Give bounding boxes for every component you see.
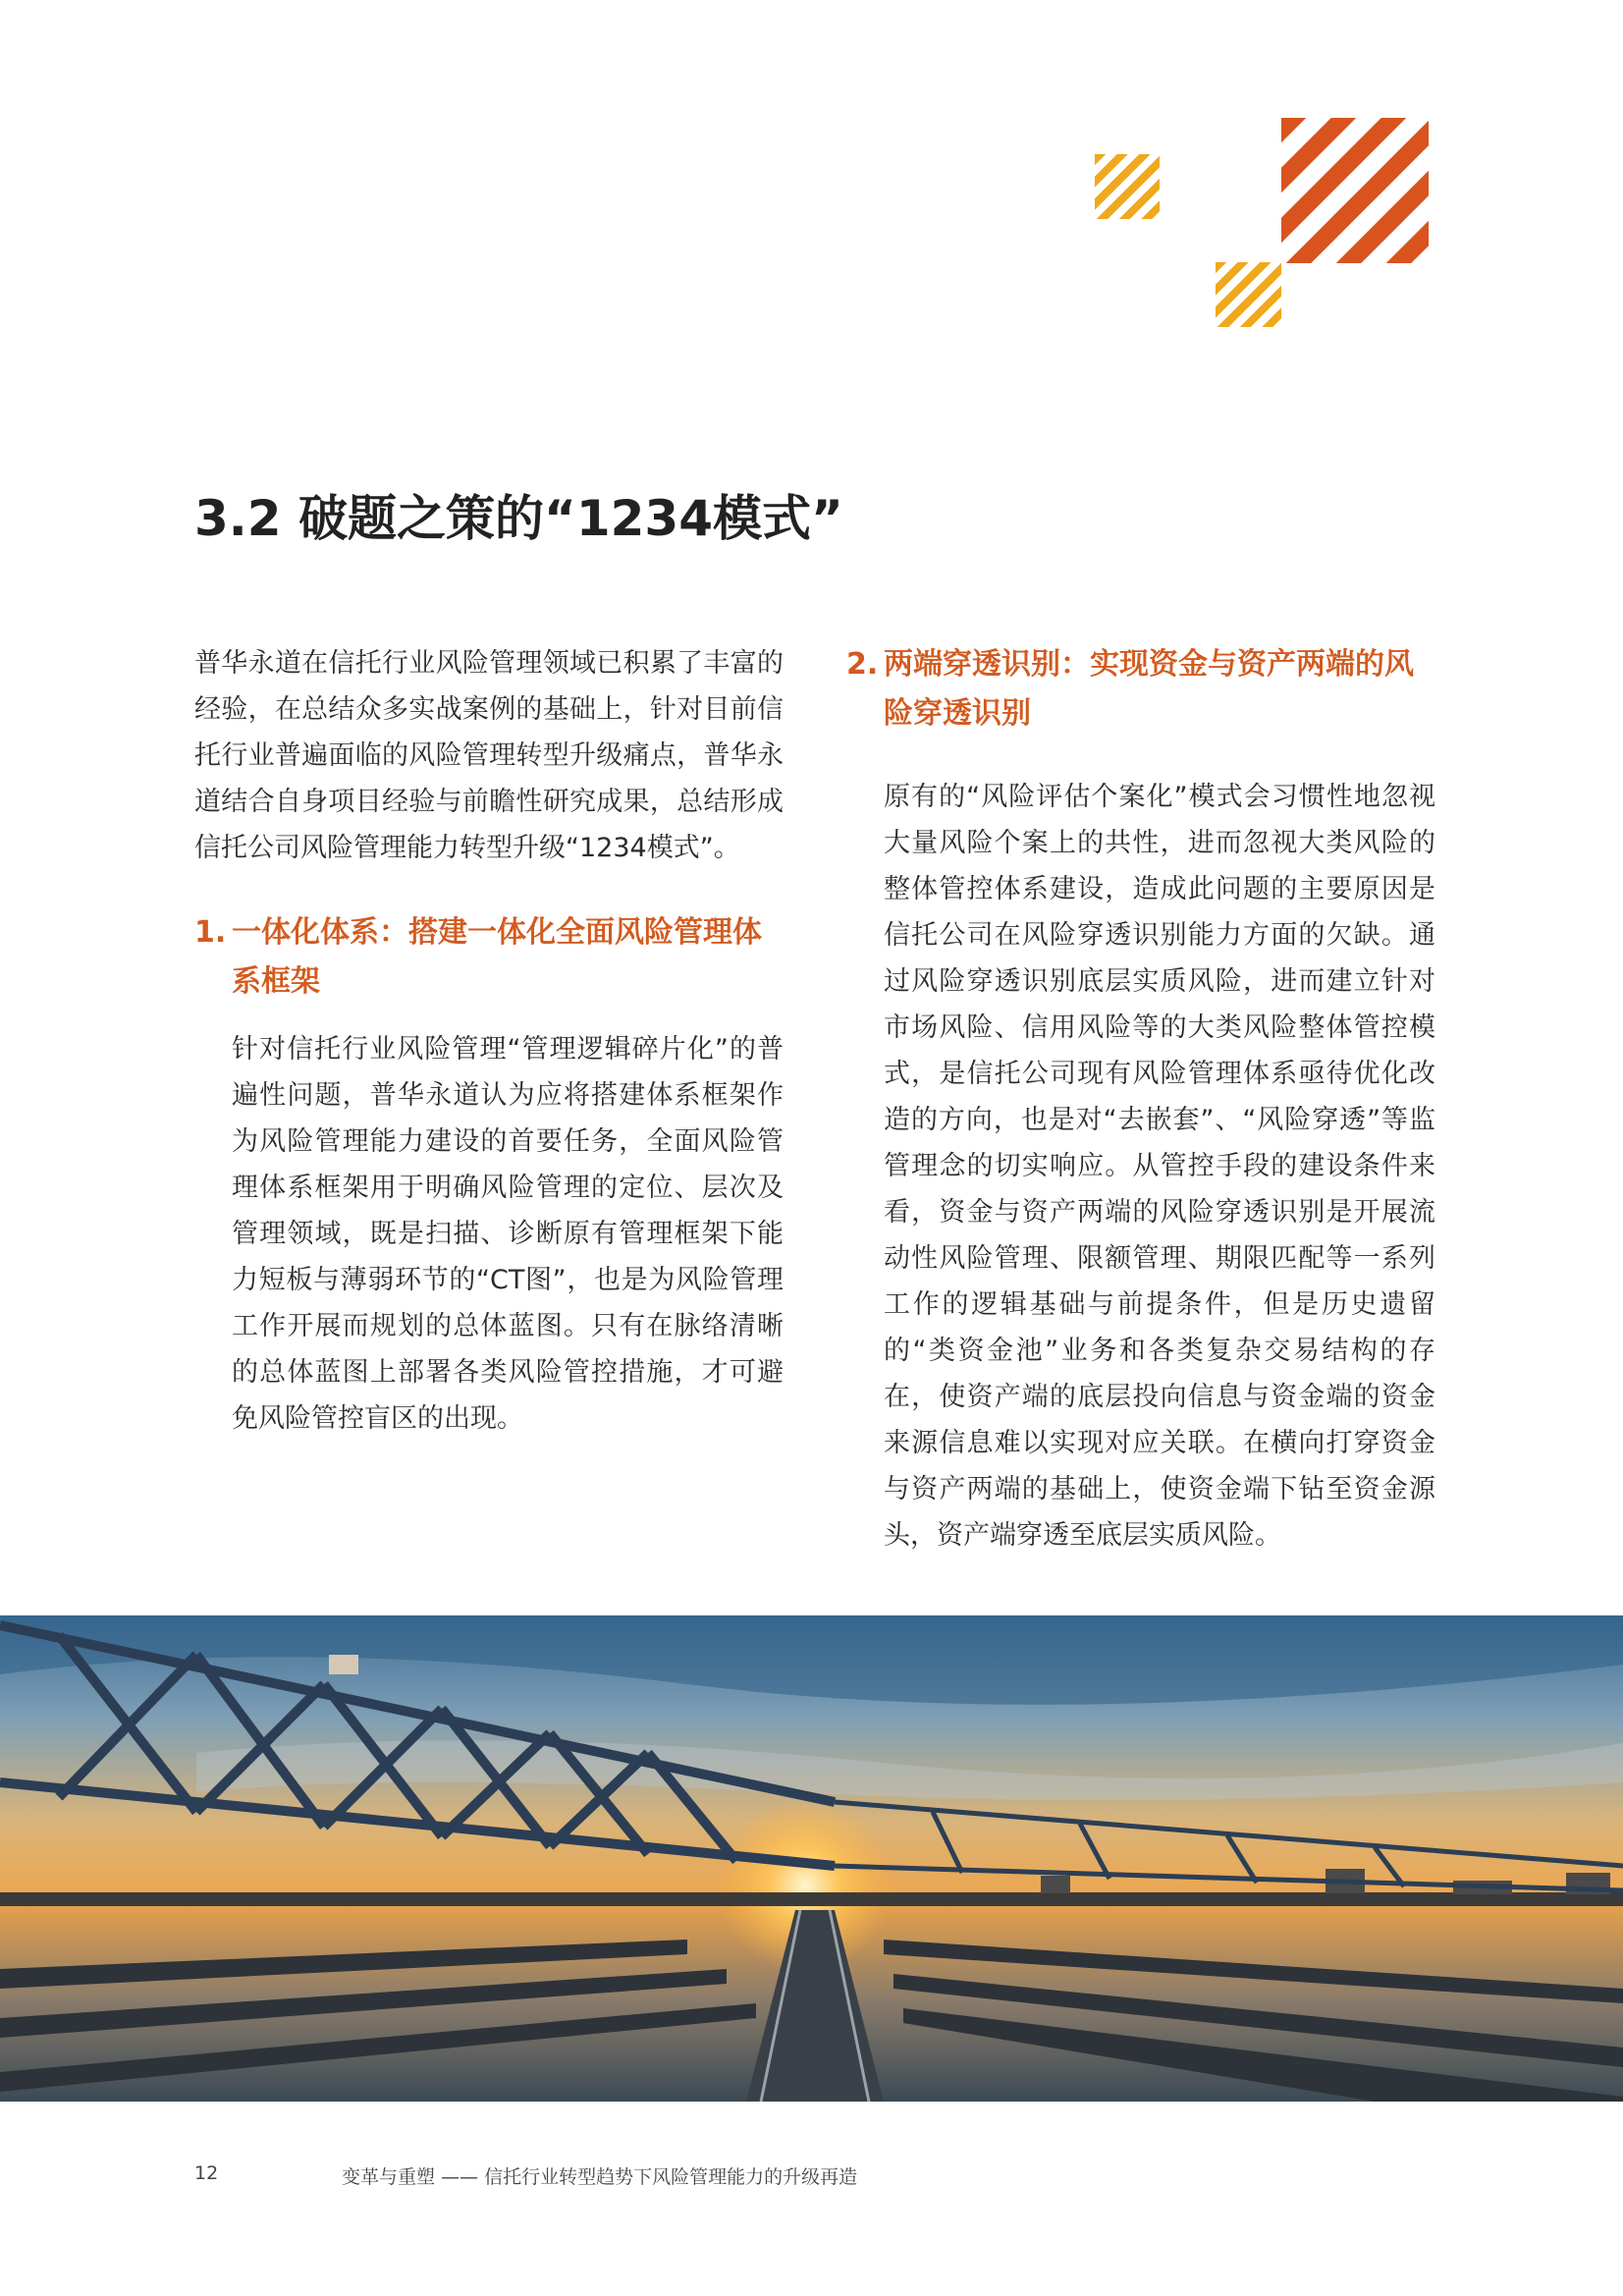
section-2-heading-text: 两端穿透识别：实现资金与资产两端的风险穿透识别 [884,647,1414,731]
section-1-heading [194,908,784,1007]
section-1-heading-text: 一体化体系：搭建一体化全面风险管理体系框架 [232,915,762,999]
section-title: 3.2 破题之策的“1234模式” [194,490,843,547]
left-column [194,640,784,1442]
decorative-stripes-small-top [1095,154,1160,219]
decorative-stripes-small-bottom [1216,262,1281,327]
photo-illustration [0,1615,1623,2102]
section-2-body: 原有的“风险评估个案化”模式会习惯性地忽视大量风险个案上的共性，进而忽视大类风险的整体管控体系建设，造成此问题的主要原因是信托公司在风险穿透识别能力方面的欠缺。通过风险穿透识别底层实质风险，进而建立针对市场风险、信用风险等的大类风险整体管控模式，是信托公司现有风险管理体系亟待优化改造的方向，也是对“去嵌套”、“风险穿透”等监管理念的切实响应。从管控手段的建设条件来看，资金与资产两端的风险穿透识别是开展流动性风险管理、限额管理、期限匹配等一系列工作的逻辑基础与前提条件，但是历史遗留的“类资金池”业务和各类复杂交易结构的存在，使资产端的底层投向信息与资金端的资金来源信息难以实现对应关联。在横向打穿资金与资产两端的基础上，使资金端下钻至资金源头，资产端穿透至底层实质风险。 [884,782,1435,1551]
section-1-body: 针对信托行业风险管理“管理逻辑碎片化”的普遍性问题，普华永道认为应将搭建体系框架作为风险管理能力建设的首要任务，全面风险管理体系框架用于明确风险管理的定位、层次及管理领域，既是扫描、诊断原有管理框架下能力短板与薄弱环节的“CT图”，也是为风险管理工作开展而规划的总体蓝图。只有在脉络清晰的总体蓝图上部署各类风险管控措施，才可避免风险管控盲区的出现。 [232,1034,784,1434]
sunset-water-treatment-photo [0,1615,1623,2102]
intro-paragraph: 普华永道在信托行业风险管理领域已积累了丰富的经验，在总结众多实战案例的基础上，针对目前信托行业普遍面临的风险管理转型升级痛点，普华永道结合自身项目经验与前瞻性研究成果，总结形成信托公司风险管理能力转型升级“1234模式”。 [194,648,784,863]
section-2-heading [846,640,1435,738]
decorative-stripes-large [1281,118,1429,263]
right-column [846,640,1435,1558]
section-1-number: 1. [194,915,227,950]
section-2-number: 2. [846,647,879,682]
page-number: 12 [194,2162,219,2184]
footer-text: 变革与重塑 —— 信托行业转型趋势下风险管理能力的升级再造 [342,2166,858,2188]
